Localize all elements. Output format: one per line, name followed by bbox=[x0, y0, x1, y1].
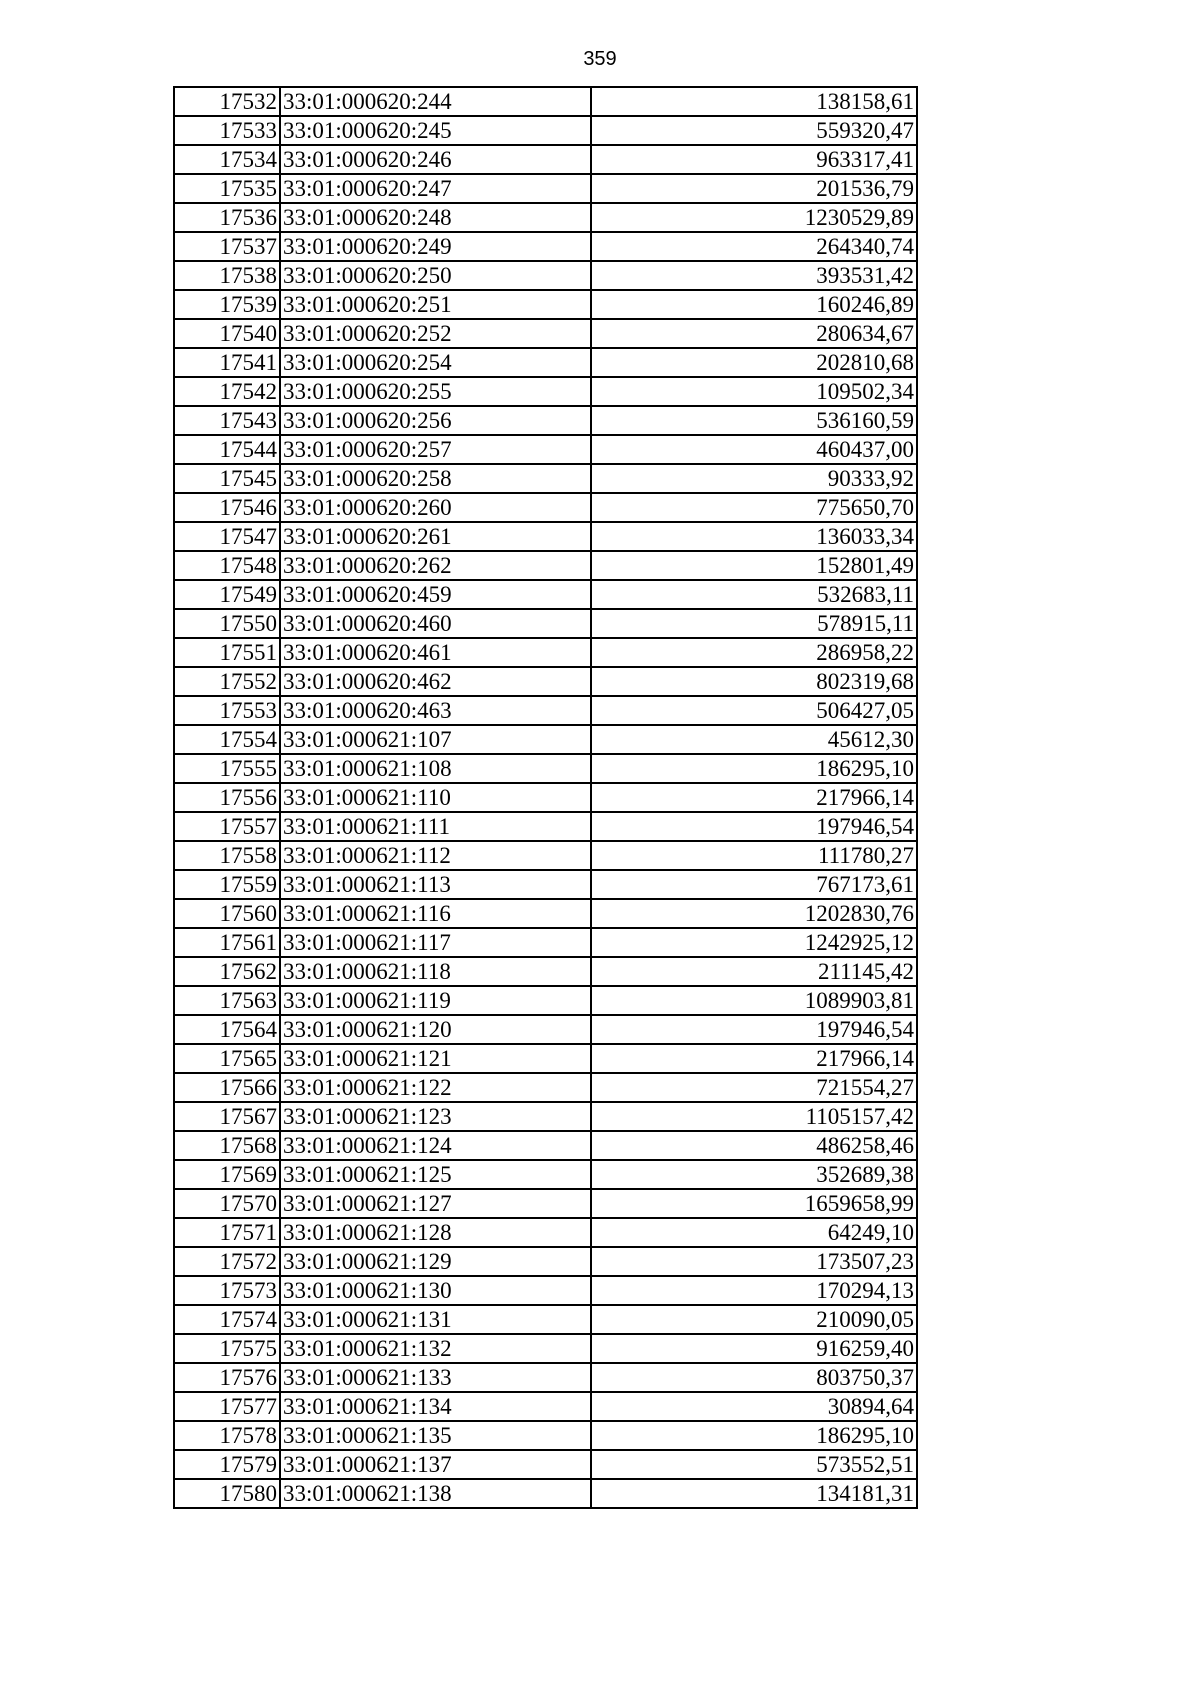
value-cell: 173507,23 bbox=[591, 1247, 917, 1276]
table-row bbox=[174, 609, 917, 638]
value-cell: 352689,38 bbox=[591, 1160, 917, 1189]
value-cell: 90333,92 bbox=[591, 464, 917, 493]
row-number-cell: 17559 bbox=[174, 870, 280, 899]
table-row bbox=[174, 638, 917, 667]
value-cell: 393531,42 bbox=[591, 261, 917, 290]
row-number-cell: 17550 bbox=[174, 609, 280, 638]
row-number-cell: 17560 bbox=[174, 899, 280, 928]
cadastral-number-cell: 33:01:000621:132 bbox=[280, 1334, 591, 1363]
cadastral-number-cell: 33:01:000621:125 bbox=[280, 1160, 591, 1189]
cadastral-number-cell: 33:01:000621:107 bbox=[280, 725, 591, 754]
table-row bbox=[174, 1450, 917, 1479]
cadastral-number-cell: 33:01:000621:117 bbox=[280, 928, 591, 957]
value-cell: 217966,14 bbox=[591, 1044, 917, 1073]
table-row bbox=[174, 435, 917, 464]
value-cell: 802319,68 bbox=[591, 667, 917, 696]
row-number-cell: 17557 bbox=[174, 812, 280, 841]
cadastral-number-cell: 33:01:000621:130 bbox=[280, 1276, 591, 1305]
table-row bbox=[174, 580, 917, 609]
table-row bbox=[174, 1479, 917, 1508]
cadastral-number-cell: 33:01:000620:255 bbox=[280, 377, 591, 406]
value-cell: 186295,10 bbox=[591, 1421, 917, 1450]
cadastral-number-cell: 33:01:000621:135 bbox=[280, 1421, 591, 1450]
cadastral-number-cell: 33:01:000620:247 bbox=[280, 174, 591, 203]
cadastral-number-cell: 33:01:000621:127 bbox=[280, 1189, 591, 1218]
table-row bbox=[174, 1218, 917, 1247]
row-number-cell: 17537 bbox=[174, 232, 280, 261]
value-cell: 1105157,42 bbox=[591, 1102, 917, 1131]
value-cell: 767173,61 bbox=[591, 870, 917, 899]
table-row bbox=[174, 290, 917, 319]
row-number-cell: 17554 bbox=[174, 725, 280, 754]
table-row bbox=[174, 1015, 917, 1044]
row-number-cell: 17541 bbox=[174, 348, 280, 377]
cadastral-number-cell: 33:01:000620:258 bbox=[280, 464, 591, 493]
value-cell: 532683,11 bbox=[591, 580, 917, 609]
cadastral-number-cell: 33:01:000621:119 bbox=[280, 986, 591, 1015]
table-row bbox=[174, 319, 917, 348]
value-cell: 775650,70 bbox=[591, 493, 917, 522]
cadastral-number-cell: 33:01:000620:246 bbox=[280, 145, 591, 174]
value-cell: 1659658,99 bbox=[591, 1189, 917, 1218]
row-number-cell: 17532 bbox=[174, 87, 280, 116]
row-number-cell: 17570 bbox=[174, 1189, 280, 1218]
row-number-cell: 17538 bbox=[174, 261, 280, 290]
value-cell: 138158,61 bbox=[591, 87, 917, 116]
value-cell: 1089903,81 bbox=[591, 986, 917, 1015]
table-row bbox=[174, 725, 917, 754]
table-row bbox=[174, 928, 917, 957]
table-body bbox=[174, 87, 917, 1508]
value-cell: 186295,10 bbox=[591, 754, 917, 783]
row-number-cell: 17534 bbox=[174, 145, 280, 174]
table-row bbox=[174, 1334, 917, 1363]
row-number-cell: 17577 bbox=[174, 1392, 280, 1421]
row-number-cell: 17540 bbox=[174, 319, 280, 348]
row-number-cell: 17545 bbox=[174, 464, 280, 493]
cadastral-number-cell: 33:01:000620:463 bbox=[280, 696, 591, 725]
cadastral-number-cell: 33:01:000621:129 bbox=[280, 1247, 591, 1276]
cadastral-number-cell: 33:01:000620:248 bbox=[280, 203, 591, 232]
row-number-cell: 17571 bbox=[174, 1218, 280, 1247]
table-row bbox=[174, 174, 917, 203]
table-row bbox=[174, 551, 917, 580]
cadastral-number-cell: 33:01:000621:131 bbox=[280, 1305, 591, 1334]
value-cell: 1242925,12 bbox=[591, 928, 917, 957]
value-cell: 152801,49 bbox=[591, 551, 917, 580]
value-cell: 197946,54 bbox=[591, 1015, 917, 1044]
page-number: 359 bbox=[583, 48, 617, 70]
table-row bbox=[174, 377, 917, 406]
row-number-cell: 17566 bbox=[174, 1073, 280, 1102]
cadastral-number-cell: 33:01:000621:128 bbox=[280, 1218, 591, 1247]
table-row bbox=[174, 1044, 917, 1073]
cadastral-number-cell: 33:01:000620:251 bbox=[280, 290, 591, 319]
cadastral-number-cell: 33:01:000621:120 bbox=[280, 1015, 591, 1044]
row-number-cell: 17543 bbox=[174, 406, 280, 435]
table-row bbox=[174, 1131, 917, 1160]
row-number-cell: 17576 bbox=[174, 1363, 280, 1392]
row-number-cell: 17539 bbox=[174, 290, 280, 319]
value-cell: 64249,10 bbox=[591, 1218, 917, 1247]
cadastral-number-cell: 33:01:000620:257 bbox=[280, 435, 591, 464]
value-cell: 160246,89 bbox=[591, 290, 917, 319]
row-number-cell: 17572 bbox=[174, 1247, 280, 1276]
value-cell: 211145,42 bbox=[591, 957, 917, 986]
row-number-cell: 17562 bbox=[174, 957, 280, 986]
cadastral-number-cell: 33:01:000620:252 bbox=[280, 319, 591, 348]
cadastral-number-cell: 33:01:000620:260 bbox=[280, 493, 591, 522]
row-number-cell: 17564 bbox=[174, 1015, 280, 1044]
cadastral-number-cell: 33:01:000620:262 bbox=[280, 551, 591, 580]
table-row bbox=[174, 1276, 917, 1305]
cadastral-number-cell: 33:01:000620:459 bbox=[280, 580, 591, 609]
cadastral-number-cell: 33:01:000620:245 bbox=[280, 116, 591, 145]
table-row bbox=[174, 522, 917, 551]
cadastral-number-cell: 33:01:000620:256 bbox=[280, 406, 591, 435]
value-cell: 721554,27 bbox=[591, 1073, 917, 1102]
row-number-cell: 17574 bbox=[174, 1305, 280, 1334]
table-row bbox=[174, 841, 917, 870]
row-number-cell: 17536 bbox=[174, 203, 280, 232]
value-cell: 217966,14 bbox=[591, 783, 917, 812]
row-number-cell: 17535 bbox=[174, 174, 280, 203]
cadastral-number-cell: 33:01:000621:134 bbox=[280, 1392, 591, 1421]
table-row bbox=[174, 1363, 917, 1392]
table-row bbox=[174, 261, 917, 290]
row-number-cell: 17569 bbox=[174, 1160, 280, 1189]
row-number-cell: 17556 bbox=[174, 783, 280, 812]
table-row bbox=[174, 406, 917, 435]
value-cell: 111780,27 bbox=[591, 841, 917, 870]
cadastral-number-cell: 33:01:000621:111 bbox=[280, 812, 591, 841]
value-cell: 1230529,89 bbox=[591, 203, 917, 232]
cadastral-number-cell: 33:01:000620:249 bbox=[280, 232, 591, 261]
table-row bbox=[174, 1073, 917, 1102]
cadastral-number-cell: 33:01:000621:138 bbox=[280, 1479, 591, 1508]
value-cell: 202810,68 bbox=[591, 348, 917, 377]
value-cell: 506427,05 bbox=[591, 696, 917, 725]
row-number-cell: 17578 bbox=[174, 1421, 280, 1450]
value-cell: 30894,64 bbox=[591, 1392, 917, 1421]
value-cell: 460437,00 bbox=[591, 435, 917, 464]
row-number-cell: 17548 bbox=[174, 551, 280, 580]
cadastral-number-cell: 33:01:000620:250 bbox=[280, 261, 591, 290]
cadastral-number-cell: 33:01:000621:112 bbox=[280, 841, 591, 870]
cadastral-number-cell: 33:01:000621:121 bbox=[280, 1044, 591, 1073]
cadastral-number-cell: 33:01:000621:133 bbox=[280, 1363, 591, 1392]
value-cell: 286958,22 bbox=[591, 638, 917, 667]
row-number-cell: 17547 bbox=[174, 522, 280, 551]
value-cell: 201536,79 bbox=[591, 174, 917, 203]
table-row bbox=[174, 232, 917, 261]
row-number-cell: 17568 bbox=[174, 1131, 280, 1160]
table-row bbox=[174, 754, 917, 783]
table-row bbox=[174, 667, 917, 696]
row-number-cell: 17565 bbox=[174, 1044, 280, 1073]
value-cell: 578915,11 bbox=[591, 609, 917, 638]
cadastral-number-cell: 33:01:000621:122 bbox=[280, 1073, 591, 1102]
cadastral-number-cell: 33:01:000621:118 bbox=[280, 957, 591, 986]
table-row bbox=[174, 1102, 917, 1131]
table-row bbox=[174, 203, 917, 232]
row-number-cell: 17542 bbox=[174, 377, 280, 406]
row-number-cell: 17551 bbox=[174, 638, 280, 667]
table-row bbox=[174, 87, 917, 116]
row-number-cell: 17552 bbox=[174, 667, 280, 696]
value-cell: 134181,31 bbox=[591, 1479, 917, 1508]
value-cell: 45612,30 bbox=[591, 725, 917, 754]
row-number-cell: 17558 bbox=[174, 841, 280, 870]
table-row bbox=[174, 1247, 917, 1276]
cadastral-number-cell: 33:01:000620:460 bbox=[280, 609, 591, 638]
row-number-cell: 17549 bbox=[174, 580, 280, 609]
row-number-cell: 17555 bbox=[174, 754, 280, 783]
value-cell: 963317,41 bbox=[591, 145, 917, 174]
value-cell: 1202830,76 bbox=[591, 899, 917, 928]
table-row bbox=[174, 899, 917, 928]
row-number-cell: 17544 bbox=[174, 435, 280, 464]
table-row bbox=[174, 464, 917, 493]
table-row bbox=[174, 1421, 917, 1450]
row-number-cell: 17561 bbox=[174, 928, 280, 957]
value-cell: 170294,13 bbox=[591, 1276, 917, 1305]
table-row bbox=[174, 812, 917, 841]
value-cell: 486258,46 bbox=[591, 1131, 917, 1160]
value-cell: 280634,67 bbox=[591, 319, 917, 348]
row-number-cell: 17546 bbox=[174, 493, 280, 522]
row-number-cell: 17580 bbox=[174, 1479, 280, 1508]
value-cell: 210090,05 bbox=[591, 1305, 917, 1334]
value-cell: 136033,34 bbox=[591, 522, 917, 551]
value-cell: 536160,59 bbox=[591, 406, 917, 435]
row-number-cell: 17575 bbox=[174, 1334, 280, 1363]
value-cell: 197946,54 bbox=[591, 812, 917, 841]
value-cell: 109502,34 bbox=[591, 377, 917, 406]
value-cell: 264340,74 bbox=[591, 232, 917, 261]
row-number-cell: 17567 bbox=[174, 1102, 280, 1131]
table-row bbox=[174, 783, 917, 812]
table-row bbox=[174, 1160, 917, 1189]
row-number-cell: 17579 bbox=[174, 1450, 280, 1479]
table-row bbox=[174, 116, 917, 145]
table-row bbox=[174, 145, 917, 174]
cadastral-number-cell: 33:01:000621:113 bbox=[280, 870, 591, 899]
cadastral-number-cell: 33:01:000621:124 bbox=[280, 1131, 591, 1160]
table-row bbox=[174, 1305, 917, 1334]
table-row bbox=[174, 348, 917, 377]
cadastral-value-table bbox=[173, 86, 918, 1509]
table-row bbox=[174, 1392, 917, 1421]
cadastral-number-cell: 33:01:000620:261 bbox=[280, 522, 591, 551]
cadastral-number-cell: 33:01:000620:461 bbox=[280, 638, 591, 667]
cadastral-number-cell: 33:01:000621:137 bbox=[280, 1450, 591, 1479]
table-row bbox=[174, 1189, 917, 1218]
cadastral-number-cell: 33:01:000621:123 bbox=[280, 1102, 591, 1131]
cadastral-number-cell: 33:01:000621:108 bbox=[280, 754, 591, 783]
table-row bbox=[174, 957, 917, 986]
table-row bbox=[174, 696, 917, 725]
value-cell: 573552,51 bbox=[591, 1450, 917, 1479]
cadastral-number-cell: 33:01:000620:244 bbox=[280, 87, 591, 116]
cadastral-number-cell: 33:01:000621:110 bbox=[280, 783, 591, 812]
value-cell: 803750,37 bbox=[591, 1363, 917, 1392]
row-number-cell: 17533 bbox=[174, 116, 280, 145]
row-number-cell: 17573 bbox=[174, 1276, 280, 1305]
table-row bbox=[174, 493, 917, 522]
value-cell: 559320,47 bbox=[591, 116, 917, 145]
table-row bbox=[174, 986, 917, 1015]
cadastral-number-cell: 33:01:000620:462 bbox=[280, 667, 591, 696]
row-number-cell: 17563 bbox=[174, 986, 280, 1015]
value-cell: 916259,40 bbox=[591, 1334, 917, 1363]
table-row bbox=[174, 870, 917, 899]
row-number-cell: 17553 bbox=[174, 696, 280, 725]
cadastral-number-cell: 33:01:000621:116 bbox=[280, 899, 591, 928]
cadastral-number-cell: 33:01:000620:254 bbox=[280, 348, 591, 377]
